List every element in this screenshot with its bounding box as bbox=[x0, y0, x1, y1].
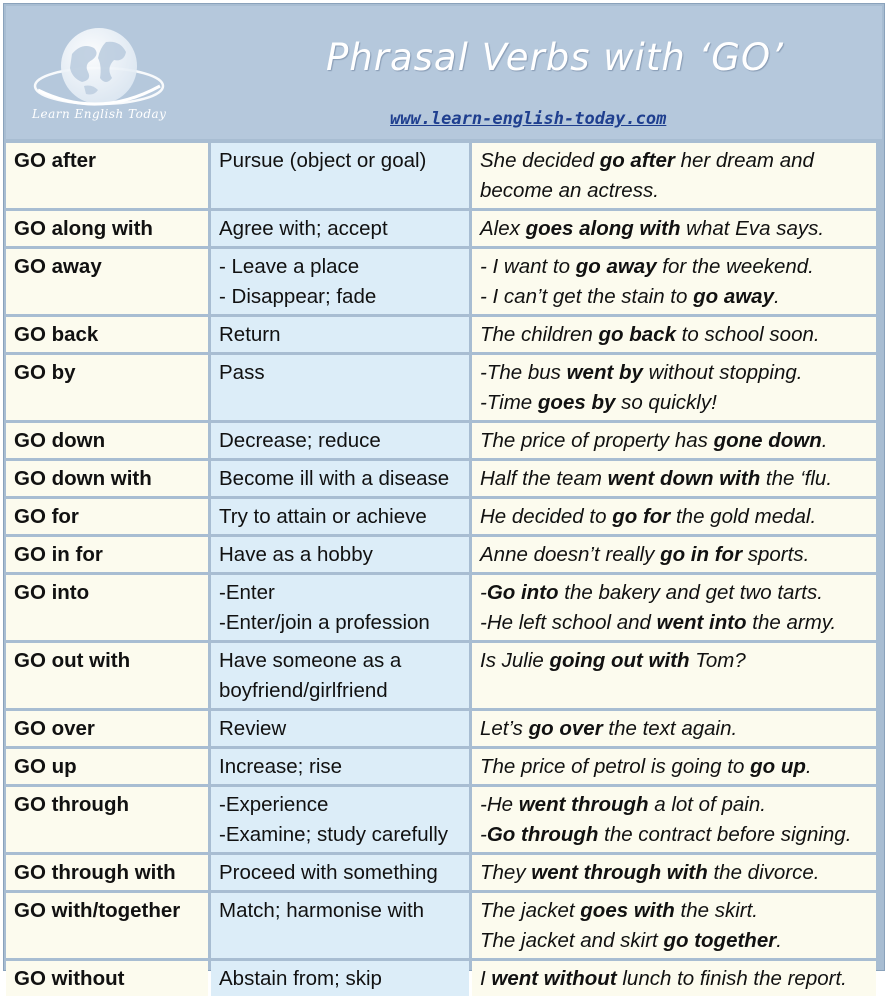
verb-cell: GO down with bbox=[6, 461, 208, 496]
example-cell bbox=[472, 575, 876, 640]
meaning-line: Decrease; reduce bbox=[219, 429, 381, 452]
example-text: the bakery and get two tarts. bbox=[558, 581, 823, 604]
example-text: so quickly! bbox=[615, 391, 717, 414]
example-line bbox=[480, 502, 868, 532]
phrasal-verb-highlight: go over bbox=[528, 717, 603, 740]
verb-cell: GO through with bbox=[6, 855, 208, 890]
example-cell bbox=[472, 499, 876, 534]
example-text: -He bbox=[480, 793, 519, 816]
verb-cell: GO through bbox=[6, 787, 208, 852]
phrasal-verb-highlight: goes with bbox=[580, 899, 675, 922]
meaning-line: Increase; rise bbox=[219, 755, 343, 778]
example-line bbox=[480, 896, 868, 926]
example-line bbox=[480, 790, 868, 820]
example-cell bbox=[472, 249, 876, 314]
example-line bbox=[480, 146, 868, 176]
logo-text: Learn English Today bbox=[32, 107, 167, 121]
meaning-cell bbox=[211, 423, 469, 458]
verb-cell: GO in for bbox=[6, 537, 208, 572]
example-line bbox=[480, 252, 868, 282]
phrasal-verb-highlight: went into bbox=[656, 611, 747, 634]
verb-cell: GO out with bbox=[6, 643, 208, 708]
header-banner bbox=[6, 6, 882, 139]
example-text: - I can’t get the stain to bbox=[480, 285, 694, 308]
example-text: -The bus bbox=[480, 361, 567, 384]
example-text: Anne doesn’t really bbox=[480, 543, 661, 566]
example-cell bbox=[472, 855, 876, 890]
example-text: the skirt. bbox=[674, 899, 758, 922]
meaning-cell bbox=[211, 537, 469, 572]
example-cell bbox=[472, 423, 876, 458]
phrasal-verb-highlight: Go into bbox=[486, 581, 559, 604]
example-line bbox=[480, 752, 868, 782]
phrasal-verb-highlight: went down with bbox=[607, 467, 761, 490]
table-row bbox=[6, 461, 876, 496]
phrasal-verb-highlight: went without bbox=[491, 967, 617, 990]
example-text: sports. bbox=[742, 543, 810, 566]
table-row bbox=[6, 249, 876, 314]
example-cell bbox=[472, 537, 876, 572]
meaning-line: Become ill with a disease bbox=[219, 467, 450, 490]
meaning-cell bbox=[211, 499, 469, 534]
meaning-cell bbox=[211, 461, 469, 496]
meaning-cell bbox=[211, 749, 469, 784]
verb-cell: GO by bbox=[6, 355, 208, 420]
meaning-line: - Disappear; fade bbox=[219, 285, 377, 308]
website-link[interactable]: www.learn-english-today.com bbox=[390, 109, 667, 129]
example-line bbox=[480, 358, 868, 388]
example-text: - I want to bbox=[480, 255, 576, 278]
meaning-cell bbox=[211, 575, 469, 640]
example-text: Is Julie bbox=[480, 649, 550, 672]
meaning-cell bbox=[211, 355, 469, 420]
example-text: He decided to bbox=[480, 505, 613, 528]
meaning-cell bbox=[211, 855, 469, 890]
example-line bbox=[480, 858, 868, 888]
example-text: They bbox=[480, 861, 532, 884]
example-text: the army. bbox=[746, 611, 837, 634]
example-text: the divorce. bbox=[707, 861, 820, 884]
example-text: her dream and bbox=[674, 149, 814, 172]
example-text: the ‘flu. bbox=[760, 467, 833, 490]
phrasal-verb-highlight: going out with bbox=[549, 649, 690, 672]
table-row bbox=[6, 893, 876, 958]
meaning-line: Review bbox=[219, 717, 287, 740]
phrasal-verb-highlight: gone down bbox=[713, 429, 822, 452]
verb-cell: GO over bbox=[6, 711, 208, 746]
meaning-cell bbox=[211, 317, 469, 352]
meaning-line: Have as a hobby bbox=[219, 543, 373, 566]
table-row bbox=[6, 855, 876, 890]
table-row bbox=[6, 423, 876, 458]
meaning-cell bbox=[211, 961, 469, 996]
table-row bbox=[6, 499, 876, 534]
meaning-cell bbox=[211, 143, 469, 208]
phrasal-verb-highlight: goes by bbox=[537, 391, 616, 414]
verb-cell: GO for bbox=[6, 499, 208, 534]
phrasal-verb-highlight: went by bbox=[566, 361, 643, 384]
example-text: The jacket bbox=[480, 899, 581, 922]
example-text: Tom? bbox=[689, 649, 746, 672]
meaning-cell bbox=[211, 643, 469, 708]
example-line bbox=[480, 176, 868, 206]
phrasal-verb-highlight: Go through bbox=[486, 823, 599, 846]
example-cell bbox=[472, 355, 876, 420]
meaning-line: -Experience bbox=[219, 793, 329, 816]
example-line bbox=[480, 426, 868, 456]
table-row bbox=[6, 643, 876, 708]
example-text: to school soon. bbox=[675, 323, 820, 346]
example-text: . bbox=[773, 285, 780, 308]
example-text: a lot of pain. bbox=[648, 793, 766, 816]
meaning-cell bbox=[211, 711, 469, 746]
meaning-cell bbox=[211, 787, 469, 852]
example-cell bbox=[472, 643, 876, 708]
example-text: . bbox=[805, 755, 812, 778]
verb-cell: GO back bbox=[6, 317, 208, 352]
meaning-line: - Leave a place bbox=[219, 255, 360, 278]
meaning-line: -Enter/join a profession bbox=[219, 611, 430, 634]
phrasal-verb-highlight: go up bbox=[750, 755, 806, 778]
example-text: Alex bbox=[480, 217, 526, 240]
example-text: without stopping. bbox=[642, 361, 803, 384]
example-line bbox=[480, 464, 868, 494]
phrasal-verb-highlight: goes along with bbox=[525, 217, 681, 240]
phrasal-verb-highlight: go after bbox=[599, 149, 675, 172]
table-row bbox=[6, 961, 876, 996]
example-cell bbox=[472, 711, 876, 746]
example-text: The price of petrol is going to bbox=[480, 755, 751, 778]
phrasal-verb-highlight: go together bbox=[663, 929, 777, 952]
example-line bbox=[480, 714, 868, 744]
example-text: for the weekend. bbox=[656, 255, 814, 278]
meaning-line: Try to attain or achieve bbox=[219, 505, 427, 528]
example-line bbox=[480, 320, 868, 350]
meaning-line: Agree with; accept bbox=[219, 217, 388, 240]
example-cell bbox=[472, 749, 876, 784]
table-row bbox=[6, 787, 876, 852]
meaning-line: Match; harmonise with bbox=[219, 899, 425, 922]
example-text: lunch to finish the report. bbox=[616, 967, 847, 990]
phrasal-verb-highlight: go away bbox=[575, 255, 657, 278]
example-line bbox=[480, 282, 868, 312]
example-cell bbox=[472, 787, 876, 852]
table-row bbox=[6, 537, 876, 572]
example-text: Half the team bbox=[480, 467, 608, 490]
meaning-line: boyfriend/girlfriend bbox=[219, 679, 388, 702]
example-text: She decided bbox=[480, 149, 600, 172]
verb-cell: GO down bbox=[6, 423, 208, 458]
phrasal-verb-highlight: go for bbox=[612, 505, 671, 528]
table-row bbox=[6, 749, 876, 784]
example-text: . bbox=[821, 429, 828, 452]
example-text: The children bbox=[480, 323, 599, 346]
meaning-line: Pursue (object or goal) bbox=[219, 149, 427, 172]
example-text: -He left school and bbox=[480, 611, 657, 634]
example-text: the contract before signing. bbox=[598, 823, 852, 846]
table-row bbox=[6, 575, 876, 640]
example-text: what Eva says. bbox=[680, 217, 825, 240]
phrasal-verb-highlight: go away bbox=[693, 285, 774, 308]
phrasal-verb-highlight: go back bbox=[598, 323, 676, 346]
meaning-cell bbox=[211, 249, 469, 314]
meaning-line: Have someone as a bbox=[219, 649, 402, 672]
example-line bbox=[480, 820, 868, 850]
example-cell bbox=[472, 893, 876, 958]
example-text: - bbox=[480, 581, 487, 604]
phrasal-verb-highlight: go in for bbox=[660, 543, 743, 566]
example-text: -Time bbox=[480, 391, 538, 414]
meaning-line: Pass bbox=[219, 361, 265, 384]
meaning-cell bbox=[211, 211, 469, 246]
example-cell bbox=[472, 211, 876, 246]
meaning-line: Abstain from; skip bbox=[219, 967, 382, 990]
verb-cell: GO after bbox=[6, 143, 208, 208]
example-text: I bbox=[480, 967, 492, 990]
page-title: Phrasal Verbs with ‘GO’ bbox=[326, 36, 784, 79]
example-line bbox=[480, 926, 868, 956]
example-cell bbox=[472, 961, 876, 996]
table-row bbox=[6, 143, 876, 208]
example-text: the gold medal. bbox=[670, 505, 817, 528]
table-row bbox=[6, 317, 876, 352]
verb-cell: GO without bbox=[6, 961, 208, 996]
phrasal-verbs-table bbox=[3, 140, 879, 999]
example-line bbox=[480, 388, 868, 418]
example-text: . bbox=[776, 929, 782, 952]
meaning-line: Proceed with something bbox=[219, 861, 438, 884]
example-line bbox=[480, 540, 868, 570]
meaning-line: Return bbox=[219, 323, 281, 346]
verb-cell: GO into bbox=[6, 575, 208, 640]
example-cell bbox=[472, 461, 876, 496]
example-line bbox=[480, 578, 868, 608]
example-text: the text again. bbox=[602, 717, 738, 740]
example-text: The price of property has bbox=[480, 429, 714, 452]
example-cell bbox=[472, 317, 876, 352]
phrasal-verb-highlight: went through with bbox=[531, 861, 708, 884]
example-line bbox=[480, 608, 868, 638]
example-cell bbox=[472, 143, 876, 208]
example-text: become an actress. bbox=[480, 179, 659, 202]
table-row bbox=[6, 355, 876, 420]
example-text: - bbox=[480, 823, 487, 846]
verb-cell: GO along with bbox=[6, 211, 208, 246]
example-text: The jacket and skirt bbox=[480, 929, 664, 952]
verb-cell: GO away bbox=[6, 249, 208, 314]
meaning-line: -Examine; study carefully bbox=[219, 823, 449, 846]
example-line bbox=[480, 964, 868, 994]
phrasal-verb-highlight: went through bbox=[518, 793, 649, 816]
table-row bbox=[6, 211, 876, 246]
verb-cell: GO up bbox=[6, 749, 208, 784]
example-line bbox=[480, 214, 868, 244]
meaning-line: -Enter bbox=[219, 581, 275, 604]
table-row bbox=[6, 711, 876, 746]
example-text: Let’s bbox=[480, 717, 529, 740]
example-line bbox=[480, 646, 868, 676]
meaning-cell bbox=[211, 893, 469, 958]
verb-cell: GO with/together bbox=[6, 893, 208, 958]
